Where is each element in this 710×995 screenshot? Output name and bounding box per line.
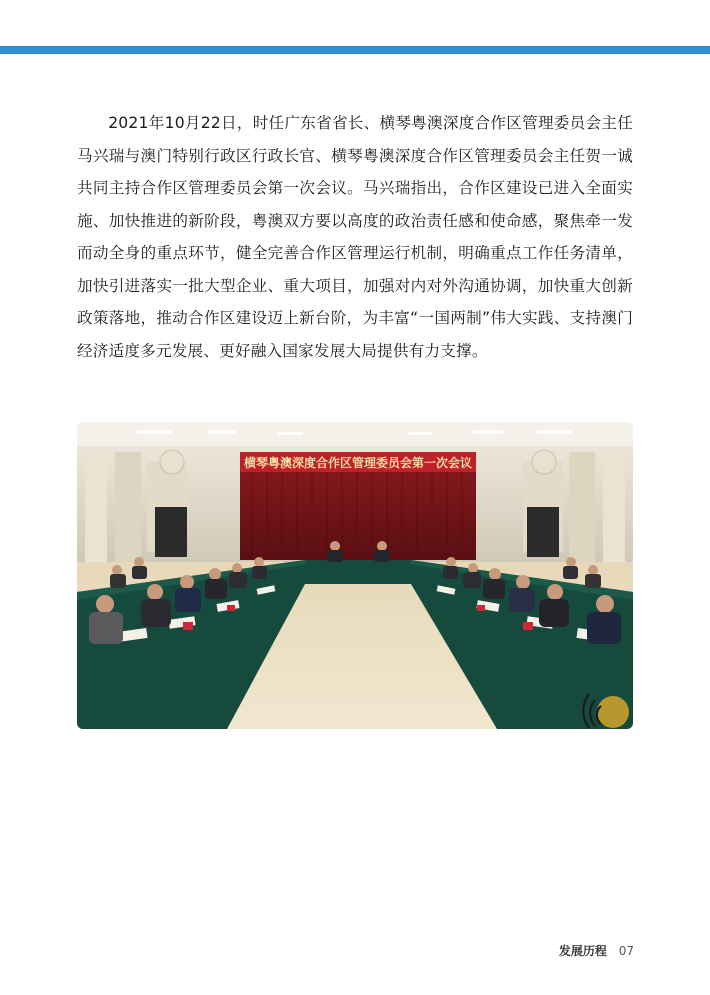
banner-text: 横琴粤澳深度合作区管理委员会第一次会议 <box>243 456 473 470</box>
meeting-photo <box>77 422 633 729</box>
header-accent-bar <box>0 46 710 54</box>
page-footer <box>559 942 634 959</box>
footer-section-title: 发展历程 <box>558 944 607 958</box>
page-number: 07 <box>618 944 634 958</box>
article-paragraph: 2021年10月22日，时任广东省省长、横琴粤澳深度合作区管理委员会主任马兴瑞与澳门特别行政区行政长官、横琴粤澳深度合作区管理委员会主任贺一诚共同主持合作区管理委员会第一次会议。马兴瑞指出，合作区建设已进入全面实施、加快推进的新阶段，粤澳双方要以高度的政治责任感和使命感，聚焦牵一发而动全身的重点环节，健全完善合作区管理运行机制，明确重点工作任务清单，加快引进落实一批大型企业、重大项目，加强对内对外沟通协调，加快重大创新政策落地，推动合作区建设迈上新台阶，为丰富“一国两制”伟大实践、支持澳门经济适度多元发展、更好融入国家发展大局提供有力支撑。 <box>77 114 633 360</box>
